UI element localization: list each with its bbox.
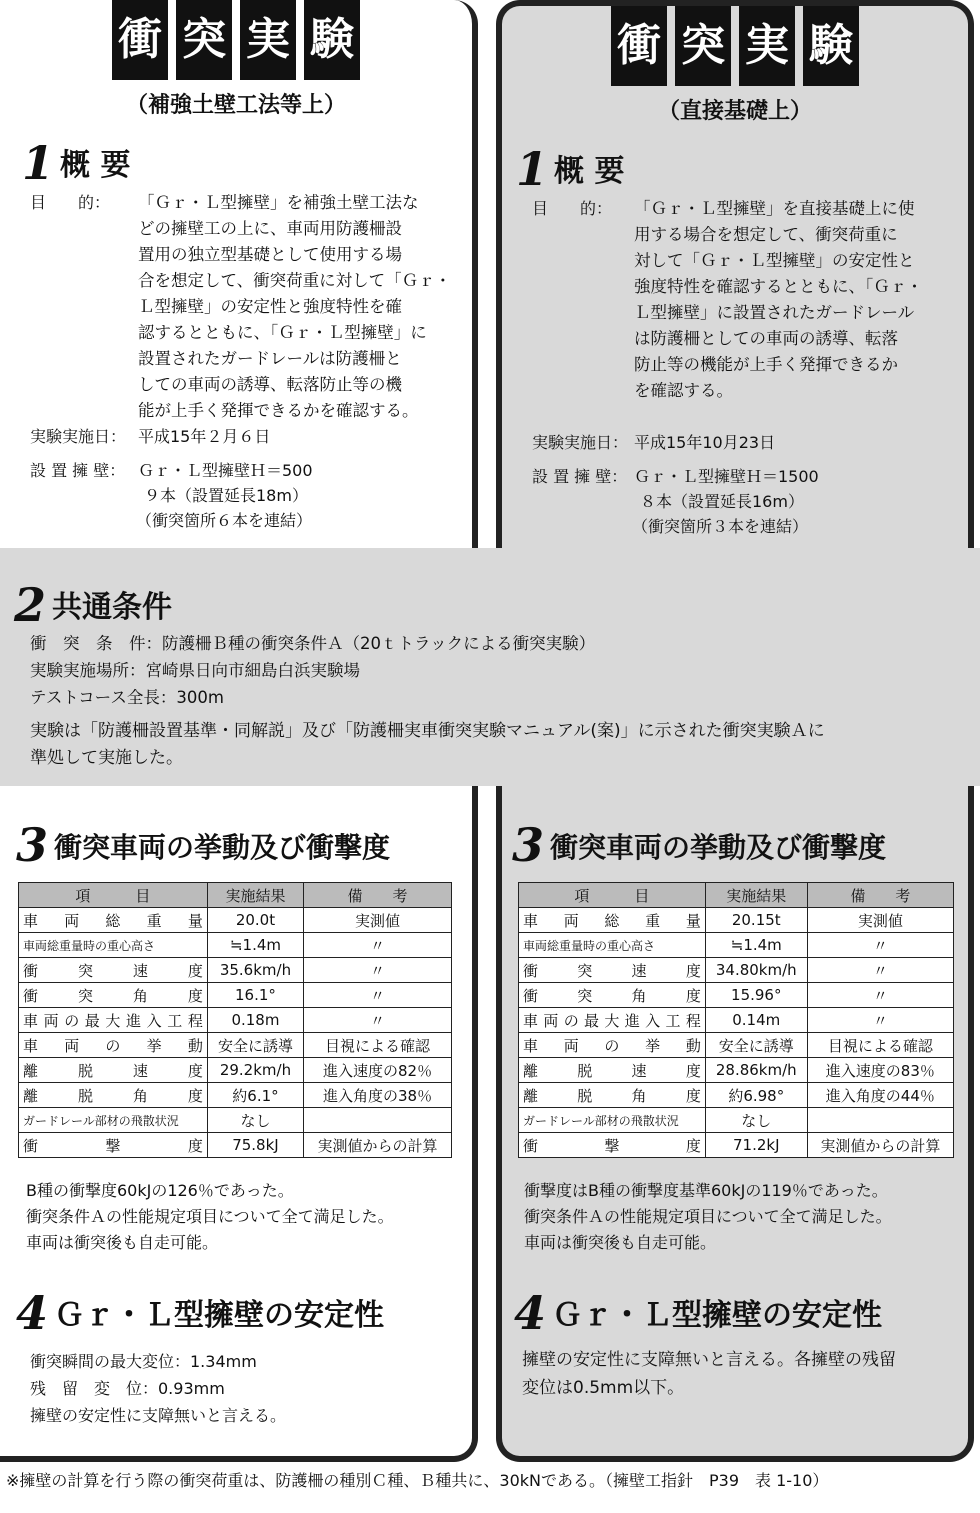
section-title: 共通条件 — [52, 590, 173, 625]
common-conditions-panel — [0, 548, 980, 786]
right-stability-heading — [514, 1286, 882, 1340]
install-count: ９本（設置延長18m） — [144, 486, 308, 505]
date-label: 実験実施日： — [532, 433, 629, 452]
title-char: 験 — [304, 0, 360, 80]
table-header-row: 項 目 実施結果 備 考 — [19, 883, 452, 908]
purpose-label: 目 的： — [532, 199, 613, 218]
table-row: 衝突角度 16.1° 〃 — [19, 983, 452, 1008]
purpose-text: 「Ｇｒ・Ｌ型擁壁」を直接基礎上に使 用する場合を想定して、衝突荷重に 対して「Ｇｒ・Ｌ型擁壁」の安定性と 強度特性を確認するとともに、「Ｇｒ・ Ｌ型擁壁」に設置されたガードレール は防護柵としての車両の誘導、転落 防止等の機能が上手く発揮できるか を確認する。 — [634, 199, 923, 400]
install-note: （衝突箇所６本を連結） — [136, 511, 313, 530]
table-row: 離脱速度 28.86km/h 進入速度の83％ — [519, 1058, 954, 1083]
title-char: 験 — [803, 6, 859, 86]
table-row: 車両の最大進入工程 0.14m 〃 — [519, 1008, 954, 1033]
table-row: 衝突速度 35.6km/h 〃 — [19, 958, 452, 983]
right-stability-text: 擁壁の安定性に支障無いと言える。各擁壁の残留 変位は0.5mm以下。 — [522, 1350, 896, 1398]
date-value: 平成15年10月23日 — [634, 433, 776, 452]
section-number: 3 — [16, 818, 49, 872]
footnote: ※擁壁の計算を行う際の衝突荷重は、防護柵の種別Ｃ種、Ｂ種共に、30kNである。（擁壁工指針 P39 表 1-10） — [6, 1471, 829, 1490]
date-label: 実験実施日： — [30, 427, 127, 446]
table-row: 車両の挙動 安全に誘導 目視による確認 — [519, 1033, 954, 1058]
title-char: 実 — [739, 6, 795, 86]
right-behavior-notes: 衝撃度はB種の衝撃度基準60kJの119％であった。 衝突条件Ａの性能規定項目について全て満足した。 車両は衝突後も自走可能。 — [524, 1181, 892, 1252]
install-value: Ｇｒ・Ｌ型擁壁Ｈ＝1500 — [634, 467, 819, 486]
left-subtitle: （補強土壁工法等上） — [125, 93, 346, 118]
table-row: 車両の挙動 安全に誘導 目視による確認 — [19, 1033, 452, 1058]
right-results-table — [518, 882, 954, 1158]
date-value: 平成15年２月６日 — [138, 427, 271, 446]
purpose-label: 目 的： — [30, 193, 111, 212]
title-char: 突 — [176, 0, 232, 80]
table-row: ガードレール部材の飛散状況 なし — [519, 1108, 954, 1133]
table-row: 離脱角度 約6.98° 進入角度の44％ — [519, 1083, 954, 1108]
right-behavior-heading — [512, 818, 886, 872]
left-stability-text: 衝突瞬間の最大変位：1.34mm 残 留 変 位：0.93mm 擁壁の安定性に支障無いと言える。 — [30, 1352, 287, 1425]
section-number: 4 — [514, 1286, 547, 1340]
section-title: 衝突車両の挙動及び衝撃度 — [550, 831, 887, 864]
table-row: 衝撃度 71.2kJ 実測値からの計算 — [519, 1133, 954, 1158]
title-char: 衝 — [112, 0, 168, 80]
table-row: 車両総重量時の重心高さ ≒1.4m 〃 — [19, 933, 452, 958]
section-title: 衝突車両の挙動及び衝撃度 — [54, 831, 391, 864]
title-char: 衝 — [611, 6, 667, 86]
table-header-row: 項 目 実施結果 備 考 — [519, 883, 954, 908]
table-row: 車両総重量時の重心高さ ≒1.4m 〃 — [519, 933, 954, 958]
right-overview-heading — [516, 142, 624, 196]
common-paragraph: 実験は「防護柵設置基準・同解説」及び「防護柵実車衝突実験マニュアル(案)」に示された衝突実験Ａに 準処して実施した。 — [30, 721, 825, 768]
install-label: 設 置 擁 壁： — [532, 467, 628, 486]
section-number: 1 — [516, 142, 549, 196]
right-title — [502, 6, 968, 96]
section-number: 3 — [512, 818, 545, 872]
right-overview-panel — [496, 0, 974, 548]
left-title — [0, 0, 472, 90]
common-conditions: 衝 突 条 件：防護柵Ｂ種の衝突条件Ａ（20ｔトラックによる衝突実験） 実験実施場所：宮崎県日向市細島白浜実験場 テストコース全長：300m — [30, 634, 596, 707]
section-title: 概 要 — [60, 148, 131, 183]
section-title: Ｇｒ・Ｌ型擁壁の安定性 — [552, 1298, 883, 1333]
common-heading — [14, 578, 172, 632]
left-results-panel — [0, 786, 478, 1462]
right-subtitle: （直接基礎上） — [657, 99, 812, 124]
install-value: Ｇｒ・Ｌ型擁壁Ｈ＝500 — [138, 461, 313, 480]
install-count: ８本（設置延長16m） — [640, 492, 804, 511]
table-row: 衝撃度 75.8kJ 実測値からの計算 — [19, 1133, 452, 1158]
table-row: 離脱速度 29.2km/h 進入速度の82％ — [19, 1058, 452, 1083]
left-behavior-notes: B種の衝撃度60kJの126％であった。 衝突条件Ａの性能規定項目について全て満足した。 車両は衝突後も自走可能。 — [26, 1181, 394, 1252]
left-overview-heading — [22, 136, 130, 190]
section-title: 概 要 — [554, 154, 625, 189]
title-char: 突 — [675, 6, 731, 86]
table-row: 離脱角度 約6.1° 進入角度の38％ — [19, 1083, 452, 1108]
title-char: 実 — [240, 0, 296, 80]
table-row: 車両総重量 20.15t 実測値 — [519, 908, 954, 933]
section-number: 2 — [14, 578, 47, 632]
left-overview-panel — [0, 0, 478, 548]
install-label: 設 置 擁 壁： — [30, 461, 126, 480]
section-number: 4 — [16, 1286, 49, 1340]
table-row: ガードレール部材の飛散状況 なし — [19, 1108, 452, 1133]
section-title: Ｇｒ・Ｌ型擁壁の安定性 — [54, 1298, 385, 1333]
section-number: 1 — [22, 136, 55, 190]
table-row: 車両総重量 20.0t 実測値 — [19, 908, 452, 933]
left-results-table — [18, 882, 452, 1158]
right-results-panel — [496, 786, 974, 1462]
purpose-text: 「Ｇｒ・Ｌ型擁壁」を補強土壁工法な どの擁壁工の上に、車両用防護柵設 置用の独立型基礎として使用する場 合を想定して、衝突荷重に対して「Ｇｒ・ Ｌ型擁壁」の安定性と強度特性を確 認するとともに、「Ｇｒ・Ｌ型擁壁」に 設置されたガードレールは防護柵と しての車両の誘導、転落防止等の機 能が上手く発揮できるかを確認する。 — [138, 193, 452, 420]
table-row: 衝突速度 34.80km/h 〃 — [519, 958, 954, 983]
table-row: 衝突角度 15.96° 〃 — [519, 983, 954, 1008]
table-row: 車両の最大進入工程 0.18m 〃 — [19, 1008, 452, 1033]
left-behavior-heading — [16, 818, 390, 872]
install-note: （衝突箇所３本を連結） — [632, 517, 809, 536]
left-stability-heading — [16, 1286, 384, 1340]
